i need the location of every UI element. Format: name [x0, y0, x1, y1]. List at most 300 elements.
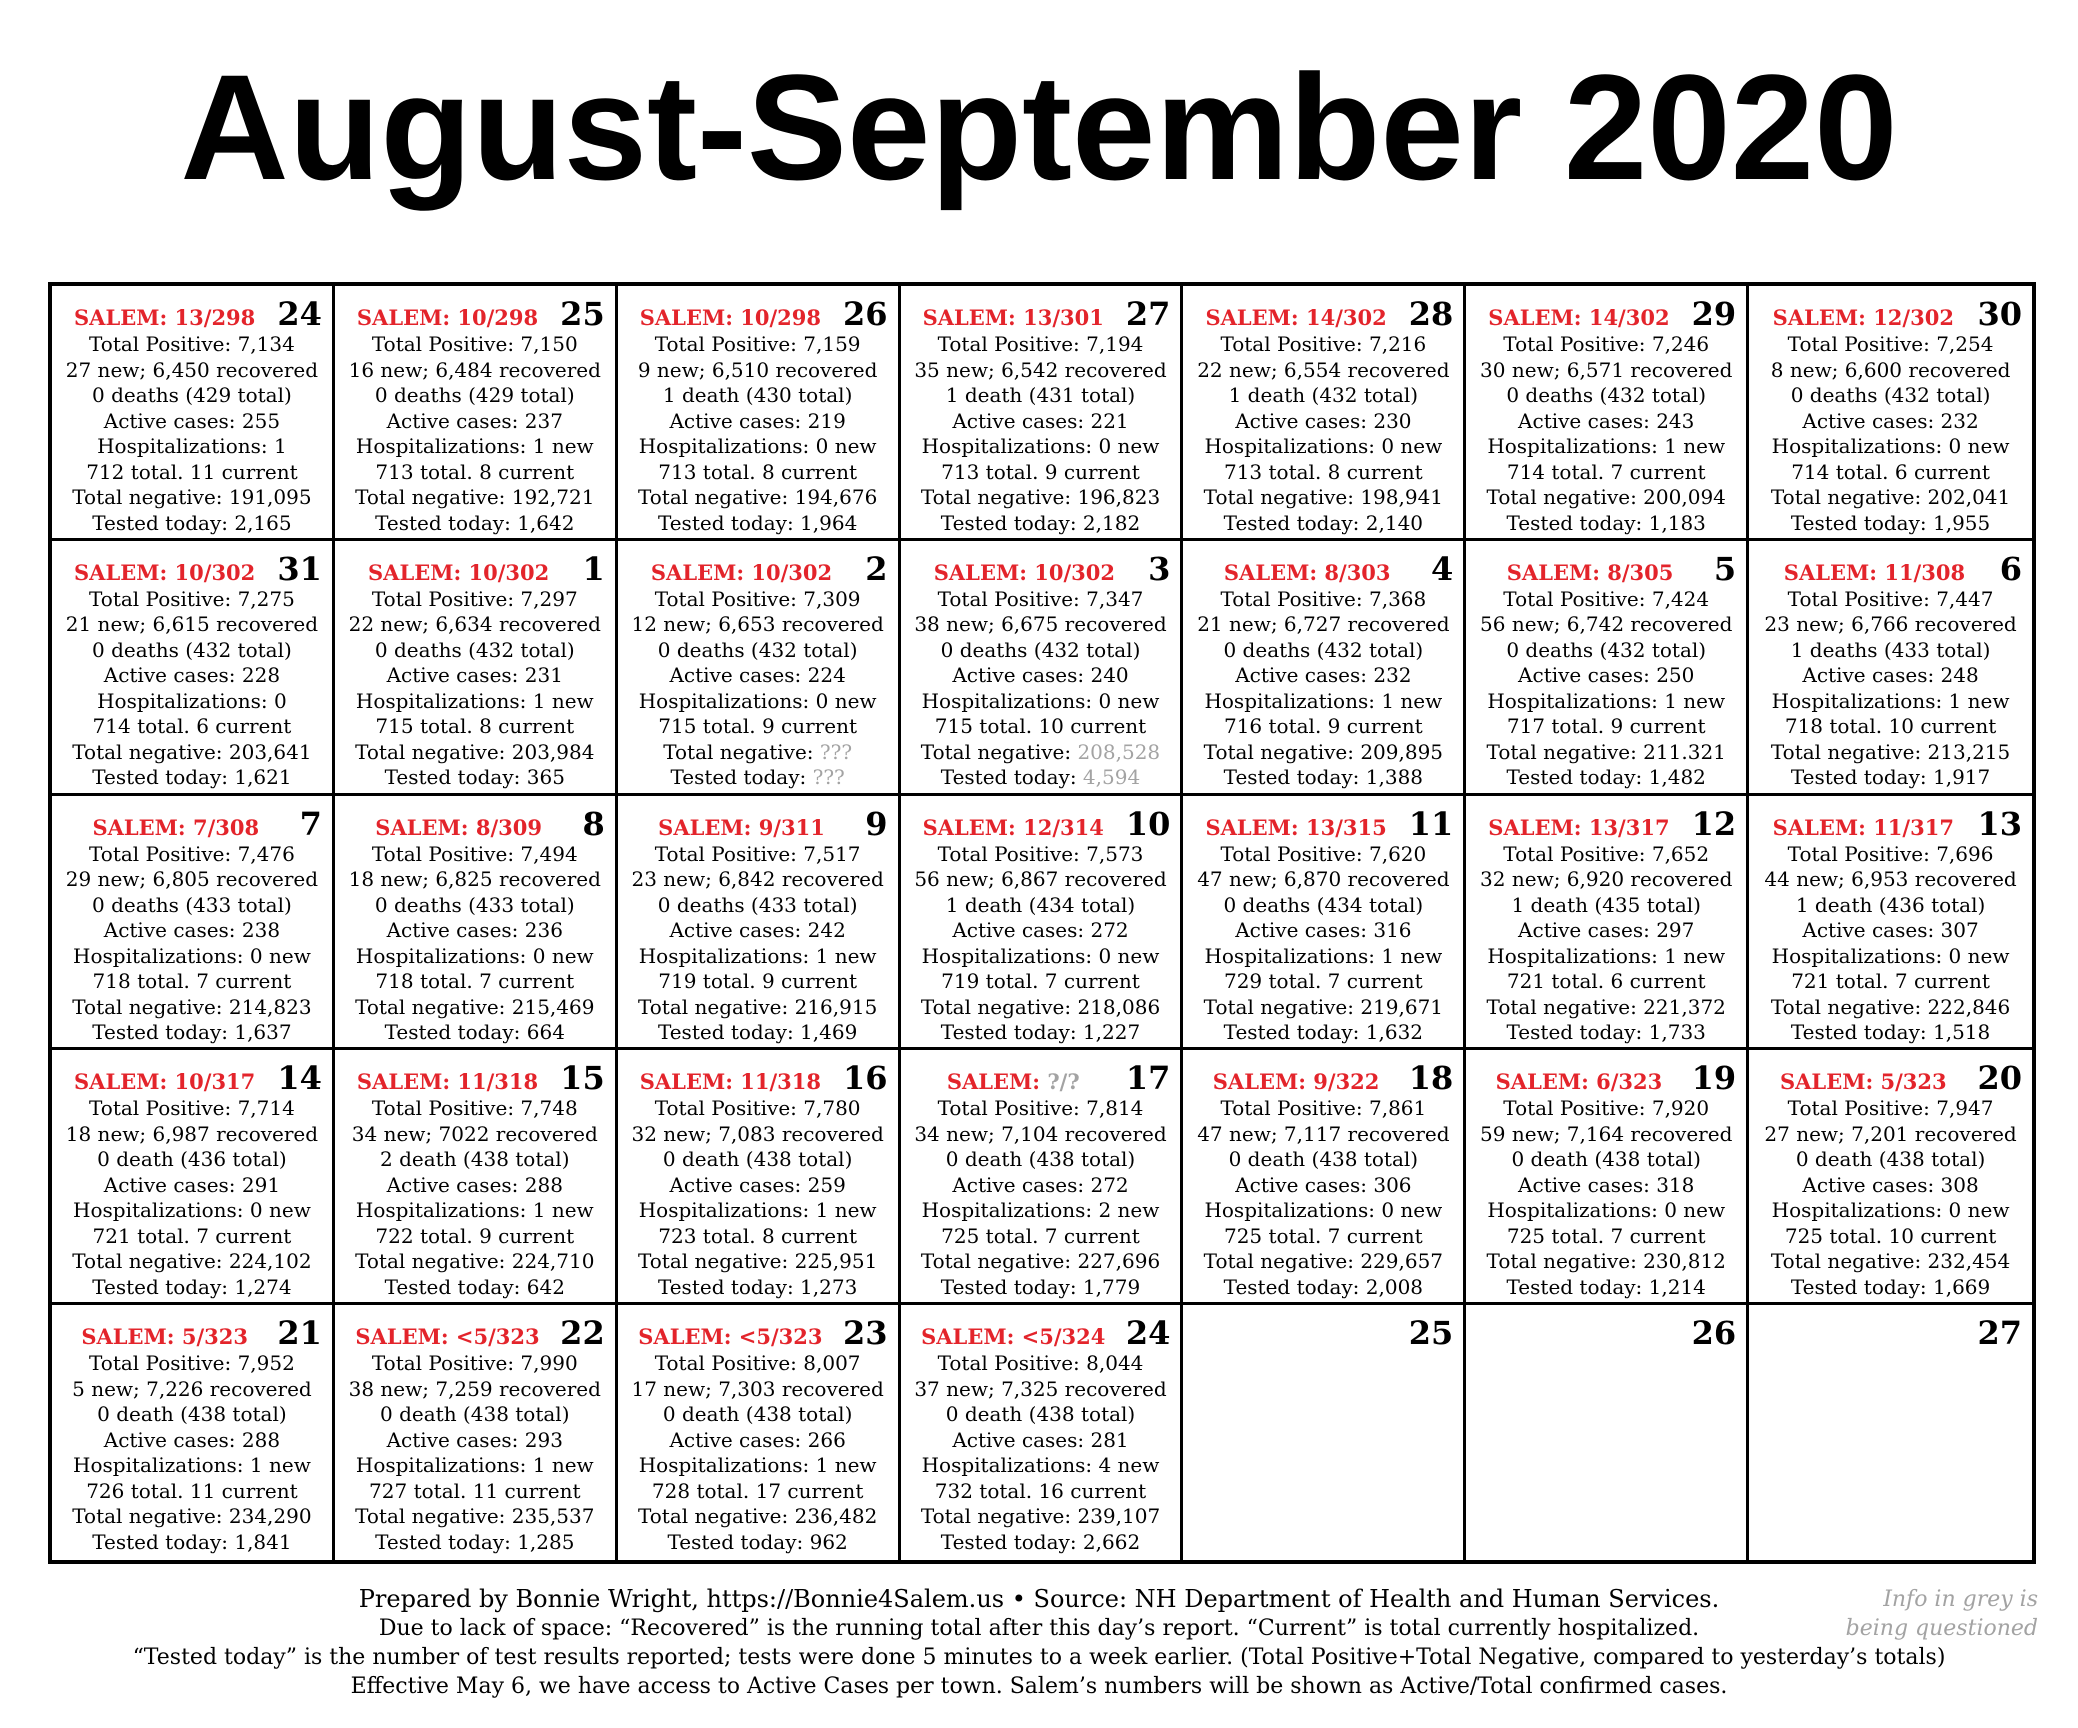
- salem-label: SALEM: 14/302: [1205, 305, 1387, 330]
- stat-line: [901, 765, 1181, 791]
- stat-line: 725 total. 10 current: [1784, 1223, 1997, 1248]
- stat-line: 0 death (438 total): [1511, 1147, 1701, 1172]
- stat-line: Active cases: 316: [1235, 918, 1412, 943]
- stat-line: Hospitalizations: 0 new: [921, 943, 1160, 968]
- stat-line: Hospitalizations: 1 new: [638, 1198, 877, 1223]
- stat-line: Total Positive: 7,780: [654, 1096, 861, 1121]
- salem-count: [335, 810, 583, 846]
- salem-label: SALEM: 11/308: [1783, 559, 1966, 585]
- stat-line: Total negative: 224,102: [72, 1249, 312, 1274]
- day-header: [335, 1315, 615, 1351]
- stat-line: 44 new; 6,953 recovered: [1764, 867, 2017, 892]
- stat-line: 712 total. 11 current: [86, 459, 298, 484]
- day-header: [618, 551, 898, 587]
- salem-label: SALEM: 10/302: [74, 559, 256, 585]
- stat-line: Tested today: 1,214: [1506, 1274, 1706, 1299]
- salem-count: [901, 1319, 1126, 1355]
- stat-line: 27 new; 6,450 recovered: [65, 357, 319, 382]
- salem-questioned-value: ?/?: [1047, 1069, 1080, 1095]
- stat-line: 22 new; 6,634 recovered: [348, 612, 601, 637]
- salem-count: [335, 300, 560, 336]
- stat-line: Hospitalizations: 0 new: [1204, 434, 1443, 458]
- stat-line: Hospitalizations: 1 new: [355, 434, 594, 458]
- stat-line: 713 total. 8 current: [375, 459, 575, 484]
- stat-line: 0 deaths (433 total): [657, 892, 858, 917]
- stat-line: 725 total. 7 current: [1506, 1223, 1706, 1248]
- stat-line: Total negative: 232,454: [1770, 1249, 2011, 1274]
- day-cell: [52, 286, 335, 541]
- grey-note-line: Info in grey is: [1883, 1587, 2038, 1612]
- stat-line: Total negative: 219,671: [1203, 994, 1444, 1019]
- stat-line: 23 new; 6,842 recovered: [631, 867, 884, 892]
- day-header: [52, 1315, 332, 1351]
- stat-questioned-value: 4,594: [1082, 765, 1141, 790]
- stat-label: Total negative:: [920, 739, 1078, 764]
- day-cell: [52, 541, 335, 796]
- day-cell: [335, 286, 618, 541]
- stat-line: Hospitalizations: 4 new: [921, 1453, 1160, 1478]
- day-header: [1749, 1315, 2032, 1351]
- day-cell: [52, 796, 335, 1051]
- stat-line: Active cases: 291: [103, 1172, 281, 1197]
- stat-questioned-value: 208,528: [1077, 739, 1161, 764]
- salem-count: [618, 810, 866, 846]
- stat-line: 0 death (438 total): [945, 1402, 1136, 1427]
- stat-line: 0 deaths (432 total): [92, 637, 292, 662]
- stat-line: Total Positive: 7,150: [371, 332, 578, 356]
- stat-line: Total Positive: 7,254: [1787, 332, 1994, 356]
- stat-line: Active cases: 308: [1802, 1172, 1979, 1197]
- day-header: [52, 551, 332, 587]
- salem-label: SALEM: 10/302: [368, 559, 550, 585]
- day-cell: [335, 796, 618, 1051]
- stat-line: Tested today: 1,964: [657, 510, 858, 535]
- day-header: [1466, 1060, 1746, 1096]
- stat-line: 56 new; 6,742 recovered: [1480, 612, 1733, 637]
- stat-line: Active cases: 297: [1518, 918, 1695, 943]
- stat-line: Total Positive: 7,368: [1220, 586, 1427, 611]
- stat-line: Hospitalizations: 0 new: [73, 943, 311, 968]
- stat-line: 0 deaths (432 total): [940, 637, 1141, 662]
- day-cell: [335, 1050, 618, 1305]
- day-number: 25: [1408, 1314, 1454, 1353]
- day-cell: [335, 541, 618, 796]
- stat-line: Hospitalizations: 0 new: [1204, 1198, 1443, 1223]
- day-cell: [618, 796, 901, 1051]
- day-number: 26: [843, 295, 888, 333]
- salem-count: [335, 1064, 560, 1100]
- stat-line: 1 deaths (433 total): [1790, 637, 1991, 662]
- stat-line: 34 new; 7022 recovered: [351, 1121, 598, 1146]
- stat-line: Tested today: 1,621: [92, 765, 292, 790]
- stat-line: Hospitalizations: 1 new: [355, 1453, 594, 1478]
- salem-label: SALEM: 10/298: [356, 305, 539, 330]
- stat-line: 714 total. 6 current: [1791, 459, 1990, 484]
- salem-count: [1183, 555, 1431, 591]
- stat-line: Total Positive: 7,216: [1220, 332, 1427, 356]
- stat-line: Total negative: 221,372: [1486, 994, 1726, 1019]
- grey-info-note: [1846, 1585, 2038, 1643]
- stat-line: 715 total. 10 current: [934, 714, 1147, 739]
- stat-line: Active cases: 306: [1235, 1172, 1412, 1197]
- stat-line: Total Positive: 7,947: [1787, 1096, 1994, 1121]
- stat-line: Hospitalizations: 0 new: [73, 1198, 311, 1223]
- stat-line: 716 total. 9 current: [1223, 714, 1423, 739]
- stat-line: Total negative: 203,641: [72, 739, 312, 764]
- stat-line: Active cases: 266: [669, 1427, 846, 1452]
- stat-line: Total negative: 214,823: [72, 994, 312, 1019]
- salem-count: [618, 300, 843, 336]
- day-cell: [1466, 1305, 1749, 1560]
- day-header: [901, 1060, 1181, 1096]
- day-cell: [618, 1050, 901, 1305]
- day-number: 20: [1977, 1059, 2022, 1098]
- footer: [0, 1585, 2078, 1701]
- stat-line: Total Positive: 8,007: [654, 1351, 861, 1376]
- stat-line: Tested today: 1,482: [1506, 765, 1706, 790]
- stat-line: Active cases: 259: [669, 1172, 846, 1197]
- stat-line: Tested today: 1,274: [92, 1274, 292, 1299]
- stat-line: 713 total. 8 current: [1223, 459, 1423, 484]
- salem-label: SALEM: 10/317: [74, 1069, 256, 1095]
- stat-line: Hospitalizations: 0 new: [355, 943, 594, 968]
- stat-line: Tested today: 2,140: [1223, 510, 1424, 535]
- stat-line: 721 total. 7 current: [92, 1223, 292, 1248]
- calendar-grid: [48, 282, 2036, 1564]
- stat-line: Total negative: 211.321: [1486, 739, 1726, 764]
- salem-count: [1466, 1064, 1691, 1100]
- stat-line: 0 deaths (429 total): [374, 383, 575, 407]
- salem-count: [52, 300, 277, 336]
- stat-line: 725 total. 7 current: [1223, 1223, 1423, 1248]
- day-number: 3: [1148, 549, 1171, 588]
- day-cell: [1466, 796, 1749, 1051]
- stat-line: Active cases: 293: [386, 1427, 563, 1452]
- day-cell: [901, 286, 1184, 541]
- day-number: 21: [277, 1314, 322, 1353]
- day-header: [52, 806, 332, 842]
- stat-line: Total negative: 192,721: [355, 485, 595, 509]
- stat-line: [618, 765, 898, 791]
- stat-line: [901, 740, 1181, 766]
- day-cell: [1749, 1050, 2032, 1305]
- day-number: 14: [277, 1059, 322, 1098]
- stat-line: Hospitalizations: 0 new: [1771, 943, 2010, 968]
- day-header: [1466, 1315, 1746, 1351]
- stat-line: Total Positive: 7,620: [1220, 841, 1427, 866]
- salem-label: SALEM: 10/302: [650, 559, 833, 585]
- stat-line: Hospitalizations: 1 new: [355, 1198, 594, 1223]
- day-cell: [618, 541, 901, 796]
- day-number: 19: [1691, 1059, 1737, 1098]
- stat-line: Active cases: 231: [386, 663, 563, 688]
- day-number: 17: [1125, 1059, 1171, 1098]
- stat-line: Hospitalizations: 1 new: [1204, 943, 1443, 968]
- day-cell: [1466, 286, 1749, 541]
- stat-line: 21 new; 6,727 recovered: [1197, 612, 1450, 637]
- salem-label: SALEM: 12/302: [1772, 305, 1954, 330]
- stat-line: Total negative: 203,984: [355, 739, 595, 764]
- stat-line: Total negative: 225,951: [637, 1249, 878, 1274]
- stat-line: 56 new; 6,867 recovered: [914, 867, 1167, 892]
- stat-line: 17 new; 7,303 recovered: [631, 1376, 884, 1401]
- day-header: [335, 1060, 615, 1096]
- day-number: 22: [560, 1314, 605, 1353]
- stat-line: 0 death (438 total): [380, 1402, 570, 1427]
- stat-line: 725 total. 7 current: [941, 1223, 1140, 1248]
- stat-line: Total Positive: 7,447: [1787, 586, 1994, 611]
- stat-line: Tested today: 1,955: [1790, 510, 1991, 535]
- stat-line: 0 deaths (432 total): [657, 637, 858, 662]
- salem-label: SALEM: 8/309: [375, 814, 542, 840]
- day-number: 15: [560, 1059, 605, 1098]
- stat-line: 0 deaths (432 total): [374, 637, 575, 662]
- stat-line: Total negative: 209,895: [1203, 739, 1444, 764]
- day-number: 11: [1408, 804, 1454, 843]
- stat-line: Total Positive: 7,347: [937, 586, 1144, 611]
- stat-line: Total negative: 202,041: [1770, 485, 2011, 509]
- stat-line: Active cases: 230: [1235, 408, 1412, 433]
- stat-line: 713 total. 8 current: [658, 459, 857, 484]
- day-number: 8: [582, 804, 605, 843]
- stat-line: Tested today: 365: [384, 765, 565, 790]
- day-cell: [1183, 1050, 1466, 1305]
- stat-line: Total Positive: 7,990: [371, 1351, 578, 1376]
- day-number: 30: [1977, 295, 2022, 333]
- stat-line: 727 total. 11 current: [369, 1478, 581, 1503]
- day-header: [901, 806, 1181, 842]
- stat-line: Tested today: 664: [384, 1020, 565, 1045]
- salem-label: SALEM:: [946, 1069, 1048, 1095]
- stat-line: 12 new; 6,653 recovered: [631, 612, 884, 637]
- stat-line: 30 new; 6,571 recovered: [1480, 357, 1733, 382]
- stat-label: Total negative:: [663, 739, 820, 764]
- day-number: 12: [1691, 804, 1737, 843]
- day-cell: [1749, 286, 2032, 541]
- stat-line: Total negative: 218,086: [920, 994, 1161, 1019]
- stat-line: 37 new; 7,325 recovered: [914, 1376, 1167, 1401]
- day-header: [1183, 806, 1463, 842]
- stat-line: Total negative: 229,657: [1203, 1249, 1444, 1274]
- stat-line: Total Positive: 7,920: [1503, 1096, 1710, 1121]
- stat-line: Hospitalizations: 0 new: [921, 434, 1160, 458]
- stat-line: Active cases: 288: [103, 1427, 281, 1452]
- salem-count: [901, 810, 1126, 846]
- stat-line: Total Positive: 7,494: [371, 841, 578, 866]
- salem-label: SALEM: 8/305: [1506, 559, 1674, 585]
- stat-line: 732 total. 16 current: [934, 1478, 1147, 1503]
- stat-line: Tested today: 1,183: [1506, 510, 1706, 535]
- day-cell: [901, 1305, 1184, 1560]
- stat-line: 1 death (436 total): [1795, 892, 1986, 917]
- stat-line: Total negative: 227,696: [920, 1249, 1161, 1274]
- salem-label: SALEM: 13/298: [74, 305, 256, 330]
- stat-line: Tested today: 2,662: [940, 1529, 1141, 1554]
- salem-count: [618, 1319, 843, 1355]
- day-header: [1183, 296, 1463, 332]
- stat-line: Active cases: 248: [1802, 663, 1979, 688]
- salem-count: [618, 555, 866, 591]
- day-header: [1183, 1315, 1463, 1351]
- salem-count: [901, 300, 1126, 336]
- stat-line: Hospitalizations: 0 new: [1771, 1198, 2010, 1223]
- day-cell: [1749, 541, 2032, 796]
- salem-label: SALEM: 7/308: [92, 814, 260, 840]
- stat-line: Active cases: 238: [103, 918, 281, 943]
- stat-line: Total negative: 216,915: [637, 994, 878, 1019]
- stat-line: 16 new; 6,484 recovered: [348, 357, 601, 382]
- day-number: 1: [582, 549, 605, 588]
- stat-line: Active cases: 281: [952, 1427, 1129, 1452]
- stat-line: 715 total. 9 current: [658, 714, 857, 739]
- stat-line: Active cases: 250: [1518, 663, 1695, 688]
- salem-label: SALEM: 6/323: [1495, 1069, 1663, 1095]
- day-cell: [1749, 1305, 2032, 1560]
- stat-line: Total Positive: 7,652: [1503, 841, 1710, 866]
- stat-line: Hospitalizations: 0 new: [921, 688, 1160, 713]
- stat-line: 723 total. 8 current: [658, 1223, 857, 1248]
- salem-count: [1466, 810, 1691, 846]
- stat-line: 1 death (432 total): [1228, 383, 1419, 407]
- stat-line: 0 death (438 total): [662, 1402, 853, 1427]
- stat-line: Total Positive: 7,194: [937, 332, 1144, 356]
- stat-line: Hospitalizations: 1 new: [1487, 688, 1726, 713]
- stat-line: Tested today: 962: [667, 1529, 848, 1554]
- stat-line: 713 total. 9 current: [941, 459, 1140, 484]
- stat-line: 0 deaths (433 total): [374, 892, 575, 917]
- salem-count: [335, 1319, 560, 1355]
- stat-line: 0 death (438 total): [662, 1147, 853, 1172]
- day-number: 31: [277, 549, 322, 588]
- salem-count: [52, 1319, 277, 1355]
- day-number: 18: [1408, 1059, 1454, 1098]
- day-number: 27: [1125, 295, 1171, 333]
- salem-count: [1749, 810, 1977, 846]
- salem-count: [335, 555, 583, 591]
- day-header: [618, 1315, 898, 1351]
- stat-line: Tested today: 1,469: [657, 1020, 858, 1045]
- salem-count: [52, 810, 300, 846]
- stat-line: Total Positive: 7,246: [1503, 332, 1710, 356]
- stat-line: 1 death (434 total): [945, 892, 1136, 917]
- day-cell: [618, 286, 901, 541]
- stat-line: Total Positive: 7,952: [89, 1351, 295, 1376]
- stat-line: Hospitalizations: 0 new: [1487, 1198, 1726, 1223]
- stat-line: Total negative: 235,537: [355, 1504, 595, 1529]
- stat-line: Active cases: 272: [952, 1172, 1129, 1197]
- salem-count: [52, 555, 277, 591]
- day-header: [901, 296, 1181, 332]
- day-number: 6: [1999, 549, 2022, 588]
- stat-line: 34 new; 7,104 recovered: [914, 1121, 1167, 1146]
- day-cell: [901, 796, 1184, 1051]
- stat-line: 1 death (431 total): [945, 383, 1136, 407]
- salem-label: SALEM: 11/317: [1772, 814, 1954, 840]
- day-number: 24: [1125, 1314, 1171, 1353]
- stat-line: 714 total. 6 current: [92, 714, 292, 739]
- salem-label: SALEM: 13/301: [922, 305, 1104, 330]
- stat-line: Hospitalizations: 1 new: [73, 1453, 311, 1478]
- day-header: [901, 551, 1181, 587]
- stat-line: Total Positive: 7,748: [371, 1096, 578, 1121]
- stat-line: 59 new; 7,164 recovered: [1480, 1121, 1733, 1146]
- day-cell: [901, 1050, 1184, 1305]
- salem-count: [1466, 555, 1714, 591]
- salem-count: [1183, 810, 1408, 846]
- salem-label: SALEM: 10/298: [639, 305, 821, 330]
- stat-line: Tested today: 1,917: [1790, 765, 1991, 790]
- stat-line: 0 death (438 total): [1795, 1147, 1986, 1172]
- stat-line: Active cases: 255: [103, 408, 281, 433]
- stat-line: Tested today: 1,642: [375, 510, 575, 535]
- footnote-tested: “Tested today” is the number of test results reported; tests were done 5 minutes to a week earlier. (Total Positive+Total Negative, compared to yesterday’s totals): [132, 1645, 1946, 1670]
- grey-note-line: being questioned: [1845, 1616, 2038, 1641]
- stat-line: 29 new; 6,805 recovered: [65, 867, 319, 892]
- stat-line: 0 deaths (429 total): [92, 383, 292, 407]
- salem-count: [52, 1064, 277, 1100]
- stat-line: Tested today: 1,637: [92, 1020, 292, 1045]
- stat-line: 714 total. 7 current: [1506, 459, 1706, 484]
- day-number: 24: [277, 295, 322, 333]
- stat-line: Hospitalizations: 1 new: [638, 1453, 877, 1478]
- stat-line: 32 new; 7,083 recovered: [631, 1121, 884, 1146]
- stat-line: Total negative: 194,676: [637, 485, 878, 509]
- day-number: 10: [1125, 804, 1171, 843]
- day-header: [1183, 1060, 1463, 1096]
- day-number: 29: [1691, 295, 1737, 333]
- stat-line: Active cases: 307: [1802, 918, 1979, 943]
- day-cell: [52, 1305, 335, 1560]
- stat-line: Total Positive: 7,476: [89, 841, 295, 866]
- stat-line: 32 new; 6,920 recovered: [1480, 867, 1733, 892]
- stat-label: Tested today:: [940, 765, 1083, 790]
- day-header: [618, 296, 898, 332]
- stat-line: Hospitalizations: 1 new: [1487, 943, 1726, 968]
- salem-label: SALEM: 11/318: [639, 1069, 821, 1095]
- stat-line: 22 new; 6,554 recovered: [1197, 357, 1450, 382]
- day-header: [1466, 806, 1746, 842]
- salem-label: SALEM: 5/323: [81, 1324, 248, 1350]
- stat-line: Tested today: 1,779: [940, 1274, 1141, 1299]
- stat-line: Active cases: 237: [386, 408, 563, 433]
- stat-line: Total Positive: 7,517: [654, 841, 861, 866]
- stat-line: Active cases: 219: [669, 408, 846, 433]
- stat-line: Active cases: 272: [952, 918, 1129, 943]
- day-cell: [1183, 796, 1466, 1051]
- day-cell: [618, 1305, 901, 1560]
- stat-line: Hospitalizations: 2 new: [921, 1198, 1160, 1223]
- day-number: 28: [1408, 295, 1454, 333]
- stat-line: 728 total. 17 current: [651, 1478, 864, 1503]
- stat-line: Total negative: 200,094: [1486, 485, 1726, 509]
- stat-line: Tested today: 1,227: [940, 1020, 1141, 1045]
- salem-label: SALEM: 9/311: [658, 814, 825, 840]
- salem-count: [1183, 1064, 1408, 1100]
- stat-line: Tested today: 1,388: [1223, 765, 1424, 790]
- stat-line: Active cases: 243: [1518, 408, 1695, 433]
- day-header: [1749, 296, 2032, 332]
- stat-line: 2 death (438 total): [380, 1147, 570, 1172]
- stat-line: Hospitalizations: 1: [97, 434, 287, 458]
- stat-line: Active cases: 228: [103, 663, 281, 688]
- day-number: 16: [843, 1059, 888, 1098]
- stat-line: Tested today: 1,285: [375, 1529, 575, 1554]
- stat-line: Total Positive: 7,134: [89, 332, 295, 356]
- day-header: [335, 296, 615, 332]
- stat-line: 5 new; 7,226 recovered: [72, 1376, 312, 1401]
- day-header: [618, 1060, 898, 1096]
- stat-line: Active cases: 221: [952, 408, 1129, 433]
